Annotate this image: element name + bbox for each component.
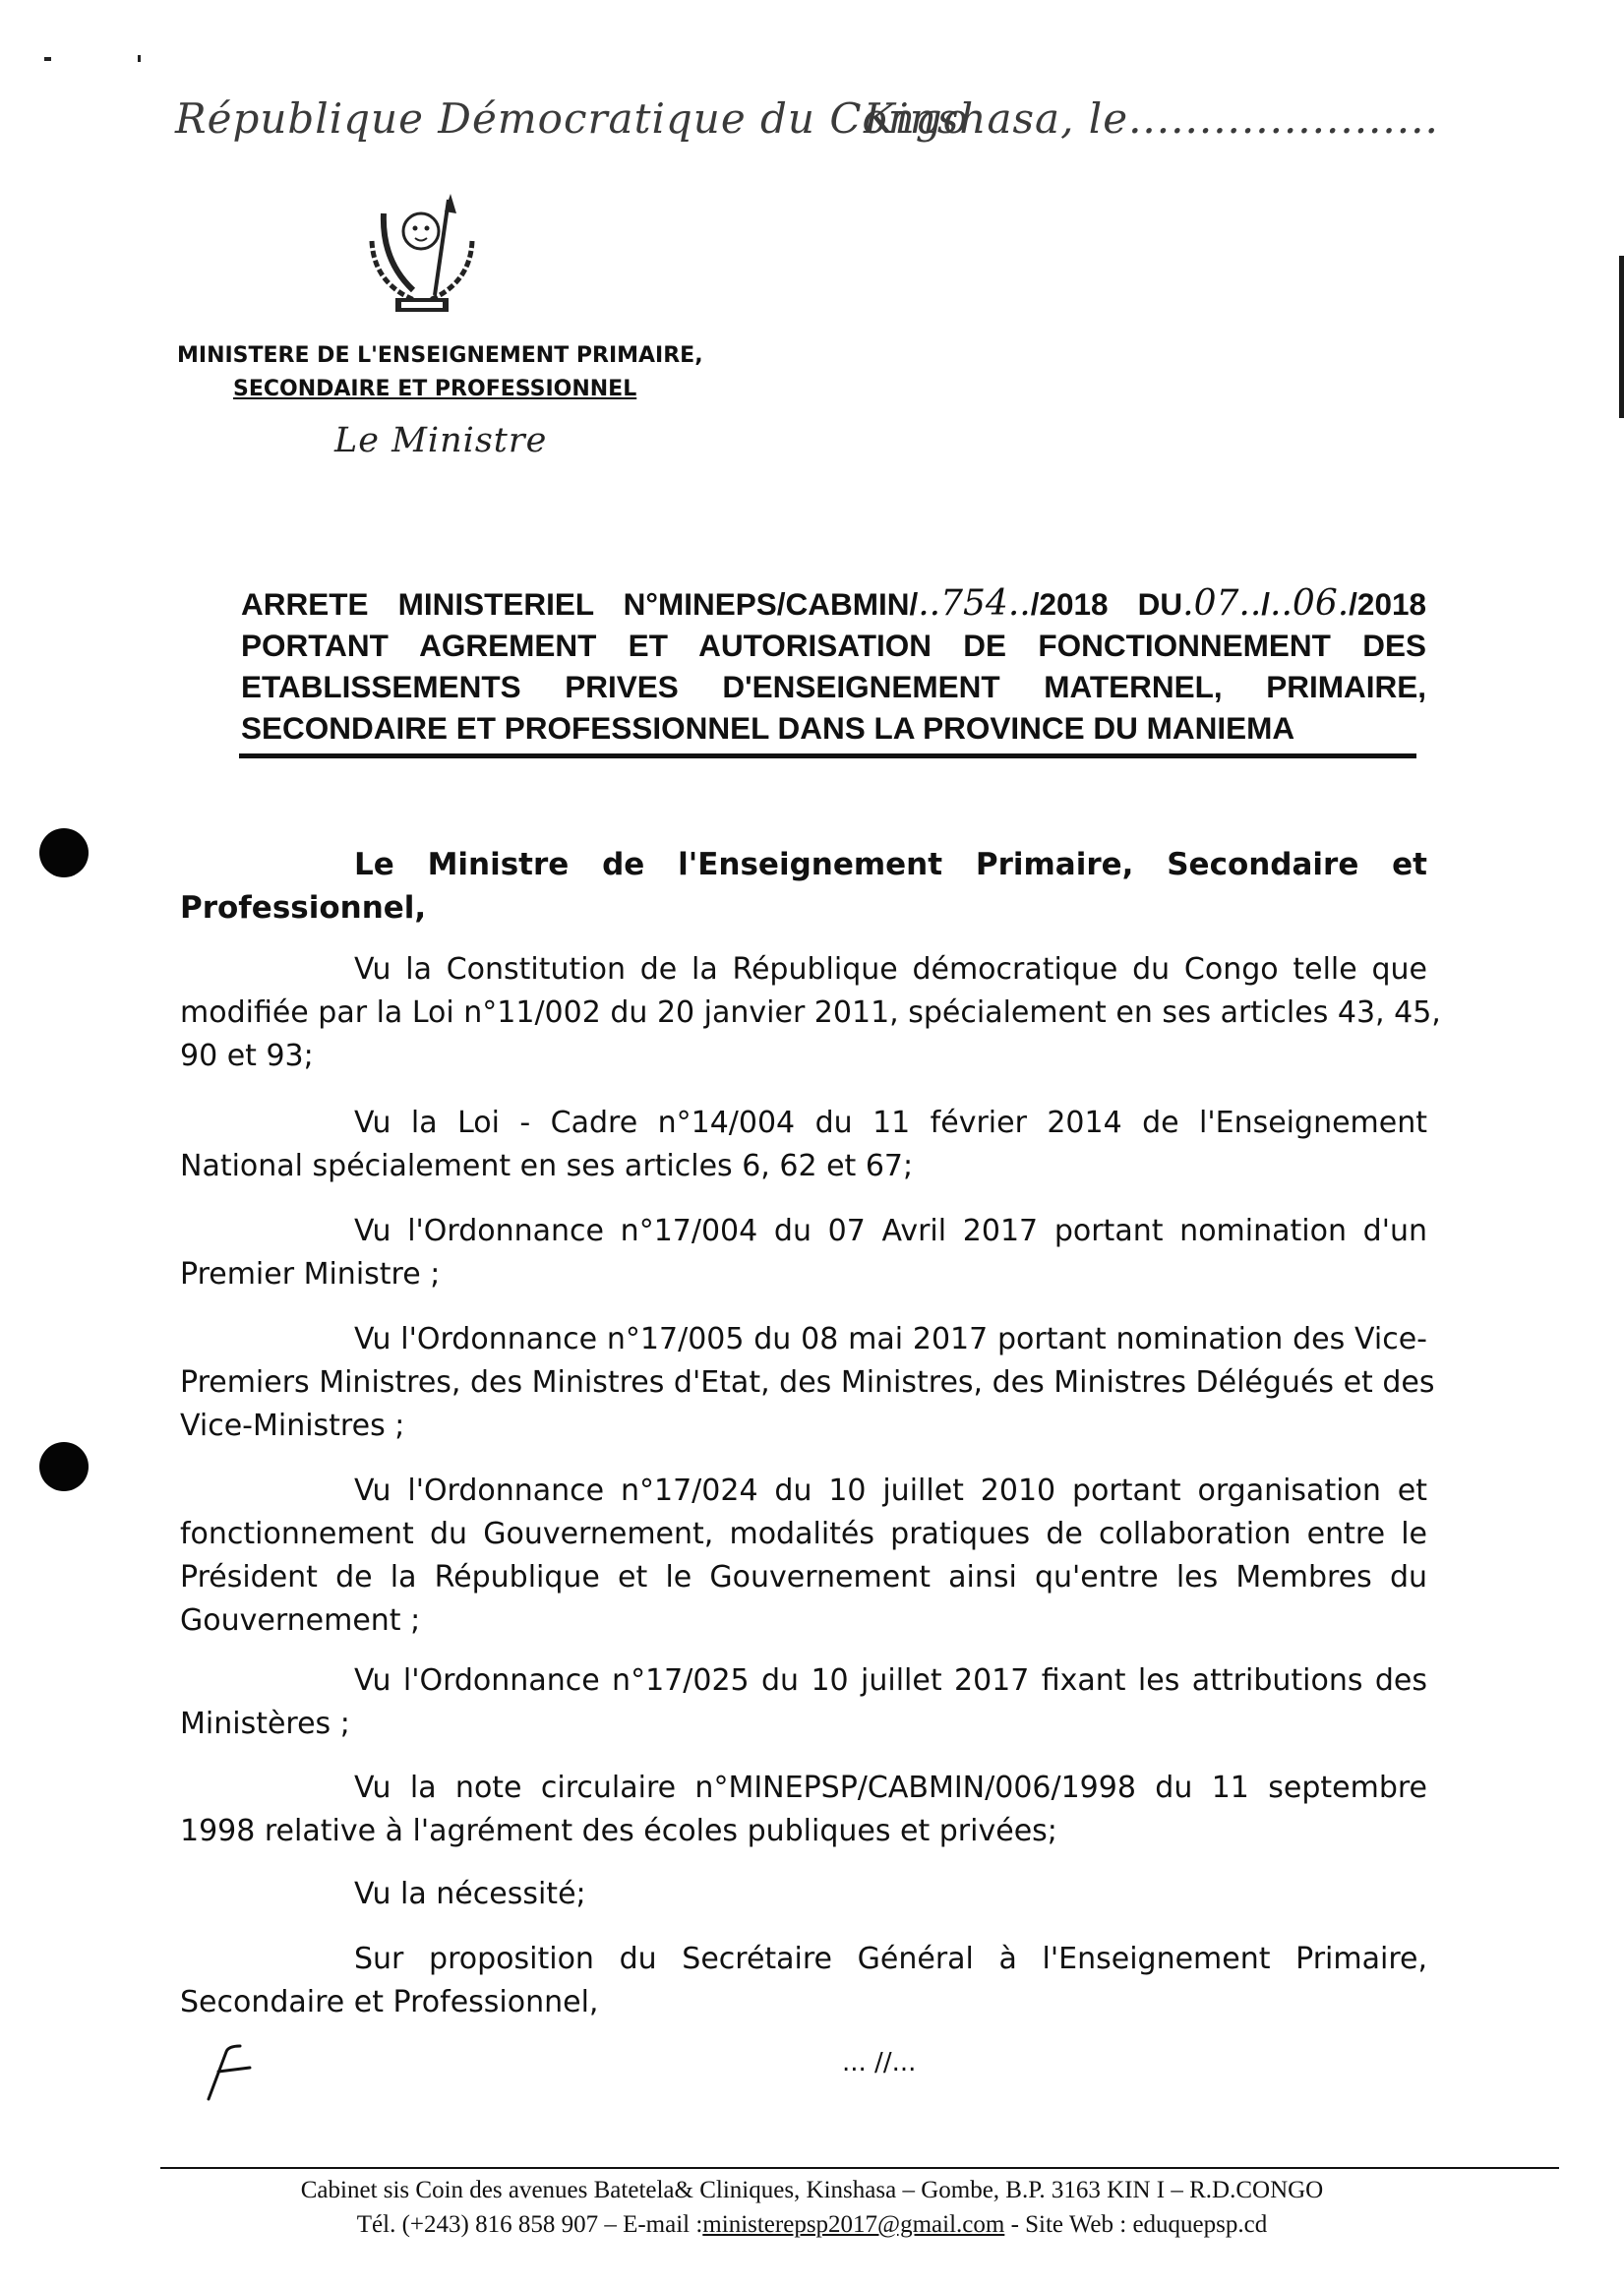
decree-title-line-4: SECONDAIRE ET PROFESSIONNEL DANS LA PROVINCE DU MANIEMA xyxy=(241,710,1295,746)
recital-line: Vu la nécessité; xyxy=(354,1877,586,1911)
recital-line: Vu la Constitution de la République démocratique du Congo telle que xyxy=(354,952,1427,987)
intro-line-2: Professionnel, xyxy=(180,890,427,926)
ministry-line-1: MINISTERE DE L'ENSEIGNEMENT PRIMAIRE, xyxy=(177,343,703,368)
title-underline xyxy=(239,753,1416,758)
recital-line: Premier Ministre ; xyxy=(180,1257,441,1292)
recital-line: modifiée par la Loi n°11/002 du 20 janvier 2011, spécialement en ses articles 43, 45, xyxy=(180,995,1441,1030)
punch-hole xyxy=(39,828,89,877)
ministry-line-2: SECONDAIRE ET PROFESSIONNEL xyxy=(233,377,637,401)
recital-line: Vice-Ministres ; xyxy=(180,1409,405,1443)
recital-line: Vu l'Ordonnance n°17/024 du 10 juillet 2010 portant organisation et xyxy=(354,1474,1427,1508)
recital-necessite xyxy=(180,1873,1427,1916)
recital-note-circulaire xyxy=(180,1767,1427,1853)
recital-loi-cadre xyxy=(180,1102,1427,1188)
decree-suffix: /2018 xyxy=(1349,586,1426,622)
footer-email-link[interactable]: ministerepsp2017@gmail.com xyxy=(702,2211,1005,2238)
decree-title-line-2: PORTANT AGREMENT ET AUTORISATION DE FONCTIONNEMENT DES xyxy=(241,628,1426,663)
recital-line: Président de la République et le Gouvernement ainsi qu'entre les Membres du xyxy=(180,1560,1427,1595)
intro-heading xyxy=(180,843,1427,930)
intro-line-1: Le Ministre de l'Enseignement Primaire, Secondaire et xyxy=(354,847,1427,882)
recital-line: National spécialement en ses articles 6, 62 et 67; xyxy=(180,1149,914,1183)
decree-title xyxy=(241,583,1426,749)
footer-address: Cabinet sis Coin des avenues Batetela& Cliniques, Kinshasa – Gombe, B.P. 3163 KIN I – R.D.CONGO xyxy=(300,2177,1324,2203)
footer-phone: Tél. (+243) 816 858 907 – E-mail : xyxy=(356,2211,703,2238)
scan-edge-mark xyxy=(1619,256,1624,418)
country-heading: République Démocratique du Congo xyxy=(175,94,969,143)
recital-line: Vu l'Ordonnance n°17/004 du 07 Avril 2017 portant nomination d'un xyxy=(354,1214,1427,1248)
recital-line: Sur proposition du Secrétaire Général à l'Enseignement Primaire, xyxy=(354,1942,1427,1976)
initial-mark-icon xyxy=(205,2044,254,2103)
footer-website: - Site Web : eduquepsp.cd xyxy=(1004,2211,1268,2238)
footer-rule xyxy=(160,2167,1559,2169)
ministry-name xyxy=(177,339,703,406)
decree-mid: /2018 DU xyxy=(1030,586,1183,622)
recital-constitution xyxy=(180,948,1441,1078)
recital-line: Vu l'Ordonnance n°17/005 du 08 mai 2017 portant nomination des Vice- xyxy=(354,1322,1427,1356)
continuation-marker: ... //... xyxy=(842,2048,917,2077)
decree-prefix: ARRETE MINISTERIEL N°MINEPS/CABMIN/ xyxy=(241,586,919,622)
recital-line: Vu la Loi - Cadre n°14/004 du 11 février 2014 de l'Enseignement xyxy=(354,1106,1427,1140)
signatory-title: Le Ministre xyxy=(334,421,548,460)
recital-ordonnance-004 xyxy=(180,1210,1427,1296)
scan-speck xyxy=(138,55,141,62)
recital-line: Vu l'Ordonnance n°17/025 du 10 juillet 2017 fixant les attributions des xyxy=(354,1663,1427,1698)
footer-contact xyxy=(0,2208,1624,2242)
scan-speck xyxy=(44,57,51,61)
recital-line: Secondaire et Professionnel, xyxy=(180,1985,599,2019)
recital-line: Ministères ; xyxy=(180,1707,350,1741)
recital-ordonnance-024 xyxy=(180,1470,1427,1643)
decree-title-line-1 xyxy=(241,583,1426,625)
coat-of-arms-icon xyxy=(354,192,490,320)
recital-line: Gouvernement ; xyxy=(180,1603,421,1638)
decree-number-handwritten: ..754.. xyxy=(918,583,1031,624)
recital-ordonnance-025 xyxy=(180,1659,1427,1746)
decree-title-line-3: ETABLISSEMENTS PRIVES D'ENSEIGNEMENT MATERNEL, PRIMAIRE, xyxy=(241,669,1426,704)
decree-date-separator: / xyxy=(1261,586,1271,622)
recital-line: fonctionnement du Gouvernement, modalités pratiques de collaboration entre le xyxy=(180,1517,1427,1551)
recital-line: Premiers Ministres, des Ministres d'Etat, des Ministres, des Ministres Délégués et des xyxy=(180,1365,1435,1400)
recital-proposition xyxy=(180,1938,1427,2024)
recital-line: Vu la note circulaire n°MINEPSP/CABMIN/006/1998 du 11 septembre xyxy=(354,1771,1427,1805)
place-date-line: Kinshasa, le...................... xyxy=(864,94,1439,143)
punch-hole xyxy=(39,1442,89,1491)
recital-line: 90 et 93; xyxy=(180,1039,314,1073)
decree-day-handwritten: .07.. xyxy=(1182,583,1262,624)
recital-line: 1998 relative à l'agrément des écoles publiques et privées; xyxy=(180,1814,1057,1848)
recital-ordonnance-005 xyxy=(180,1318,1435,1448)
decree-month-handwritten: ..06. xyxy=(1270,583,1350,624)
